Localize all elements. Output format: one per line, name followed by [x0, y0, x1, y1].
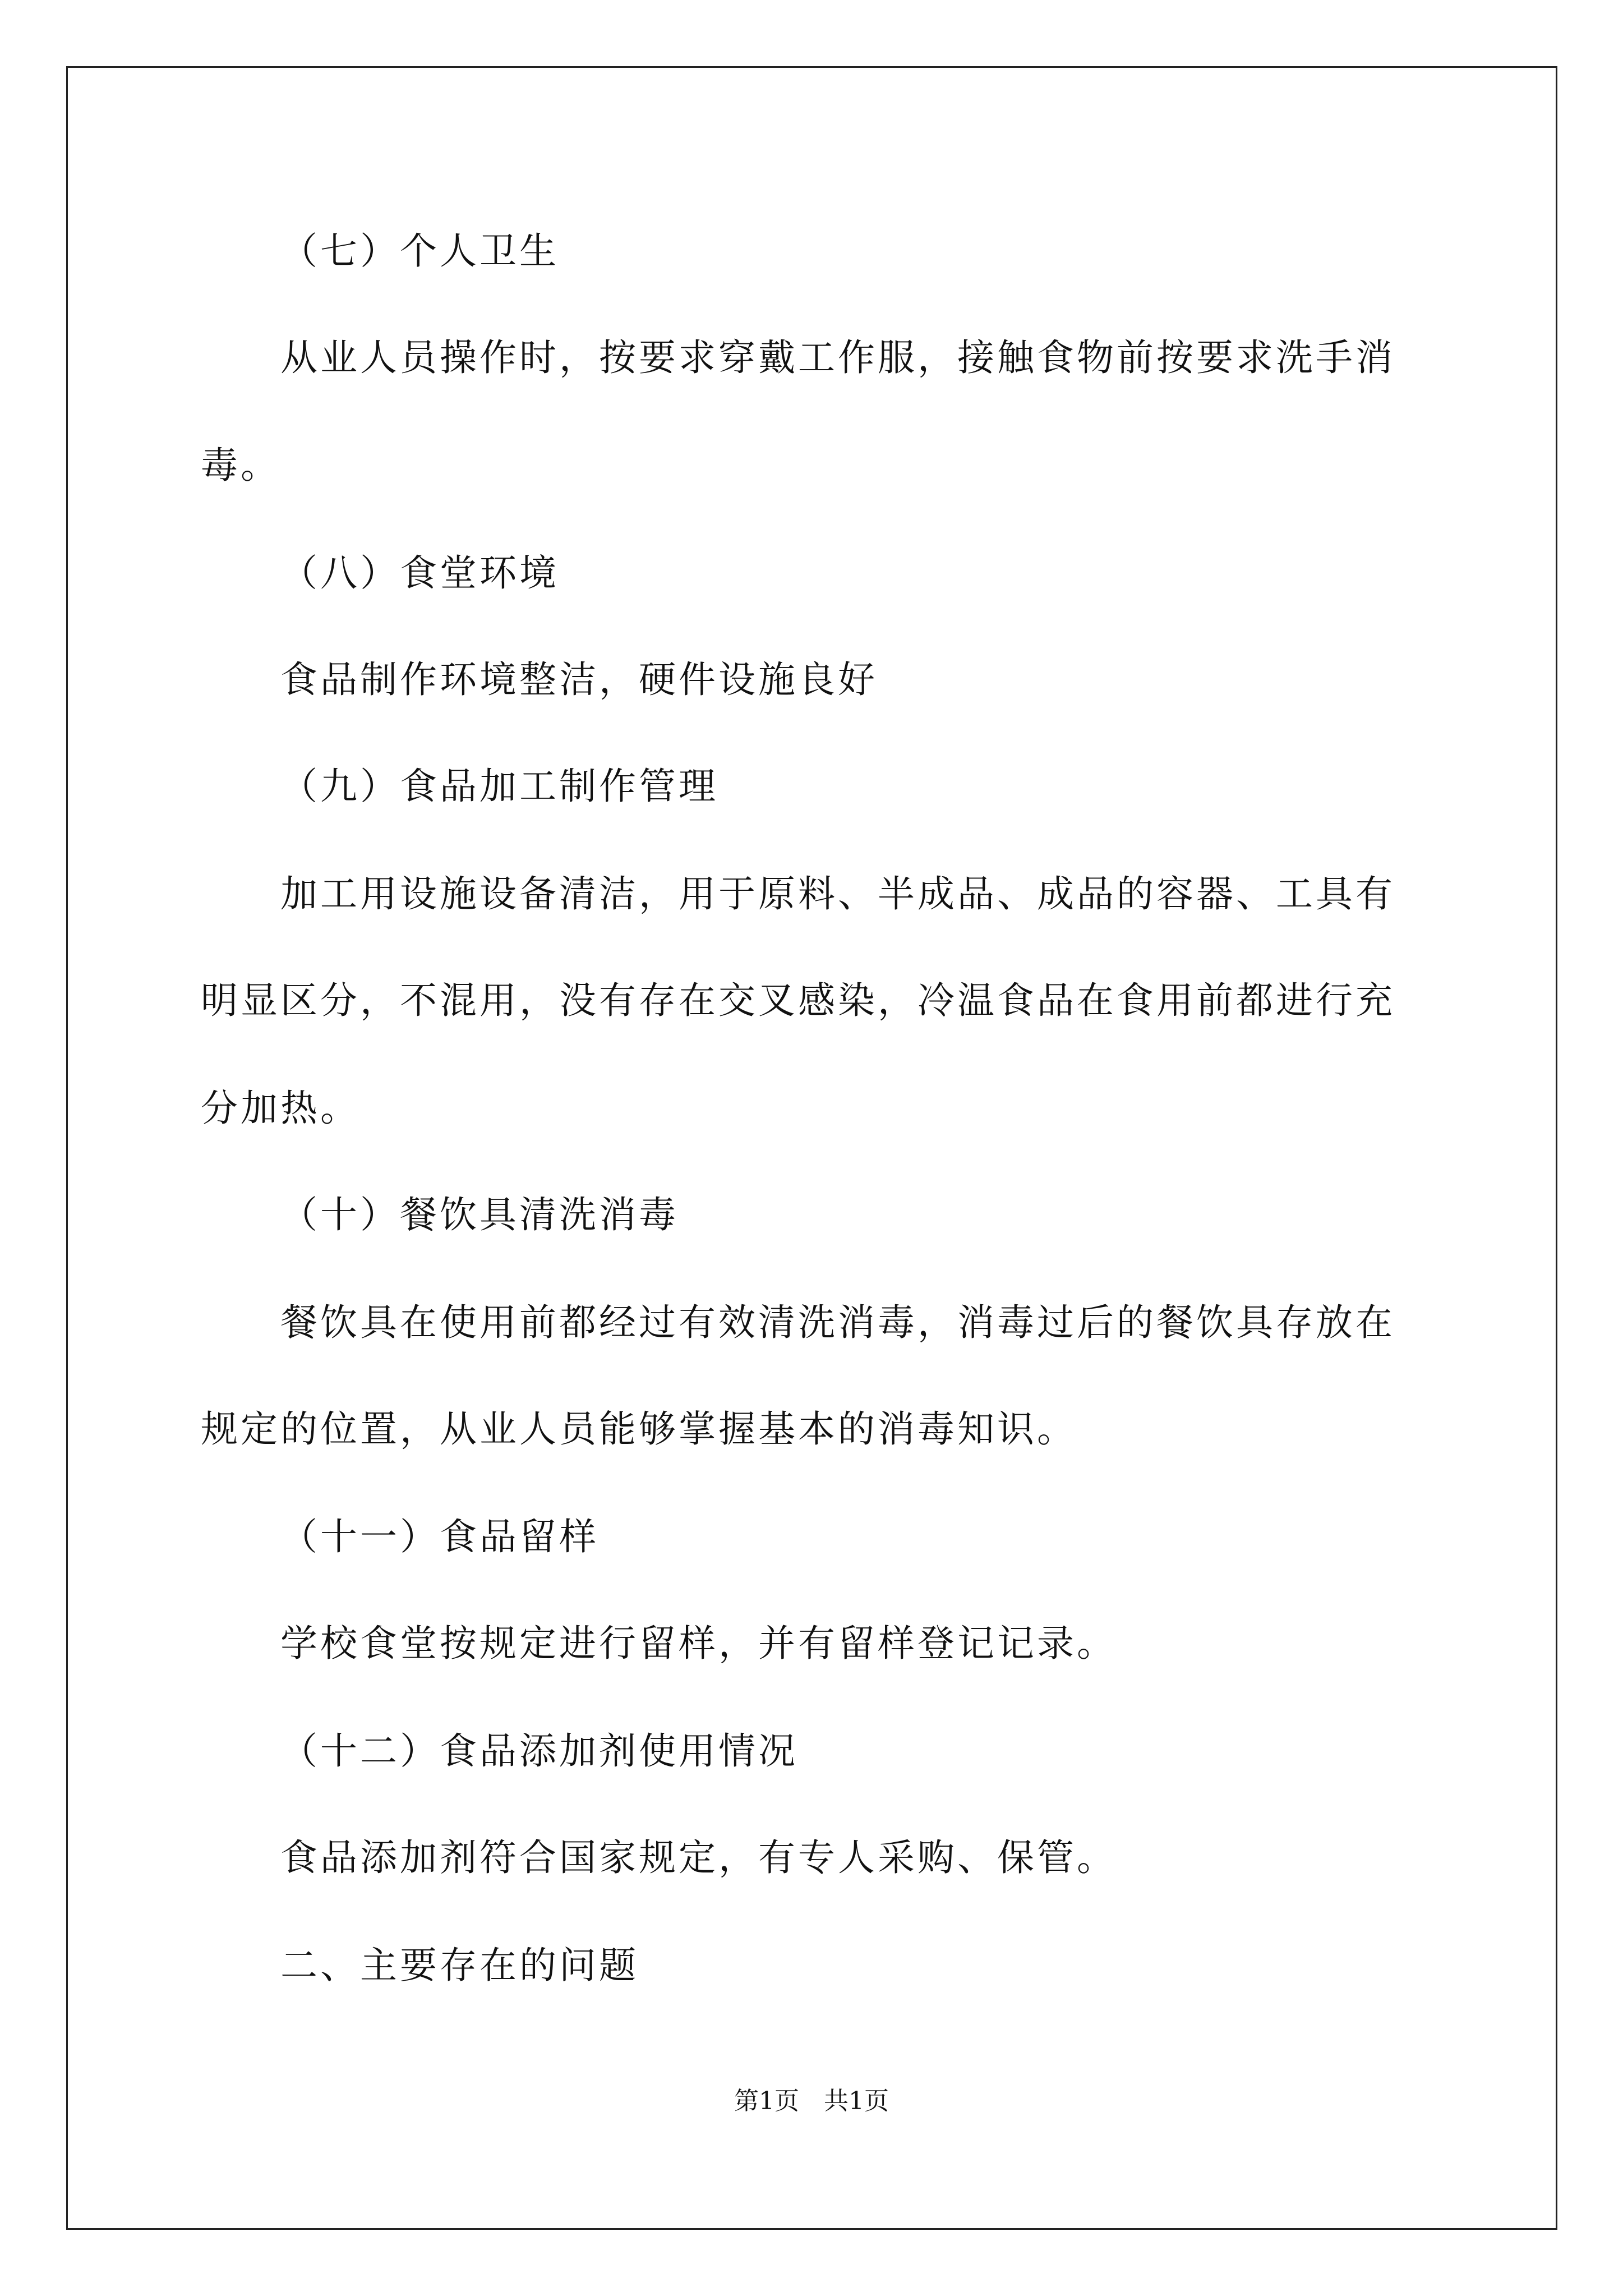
paragraph-canteen-environment: 食品制作环境整洁，硬件设施良好	[280, 658, 878, 701]
page-number: 第1页	[734, 2087, 799, 2115]
paragraph-tableware-cleaning-line2: 规定的位置，从业人员能够掌握基本的消毒知识。	[201, 1407, 1077, 1451]
heading-canteen-environment: （八）食堂环境	[280, 551, 559, 595]
paragraph-food-processing-line3: 分加热。	[201, 1087, 360, 1130]
paragraph-personal-hygiene-line2: 毒。	[201, 444, 280, 487]
heading-food-additives: （十二）食品添加剂使用情况	[280, 1729, 798, 1773]
page-total: 共1页	[824, 2087, 889, 2115]
section-heading-main-problems: 二、主要存在的问题	[280, 1944, 639, 1987]
paragraph-food-samples: 学校食堂按规定进行留样，并有留样登记记录。	[280, 1622, 1117, 1665]
paragraph-food-additives: 食品添加剂符合国家规定，有专人采购、保管。	[280, 1836, 1117, 1879]
heading-food-samples: （十一）食品留样	[280, 1515, 599, 1558]
page-footer	[0, 2086, 1623, 2117]
paragraph-tableware-cleaning-line1: 餐饮具在使用前都经过有效清洗消毒，消毒过后的餐饮具存放在	[280, 1301, 1395, 1344]
heading-personal-hygiene: （七）个人卫生	[280, 229, 559, 273]
heading-tableware-cleaning: （十）餐饮具清洗消毒	[280, 1193, 679, 1236]
paragraph-personal-hygiene-line1: 从业人员操作时，按要求穿戴工作服，接触食物前按要求洗手消	[280, 336, 1395, 379]
heading-food-processing: （九）食品加工制作管理	[280, 765, 718, 808]
paragraph-food-processing-line2: 明显区分，不混用，没有存在交叉感染，冷温食品在食用前都进行充	[201, 979, 1395, 1022]
page-frame	[66, 66, 1557, 2230]
paragraph-food-processing-line1: 加工用设施设备清洁，用于原料、半成品、成品的容器、工具有	[280, 872, 1395, 915]
